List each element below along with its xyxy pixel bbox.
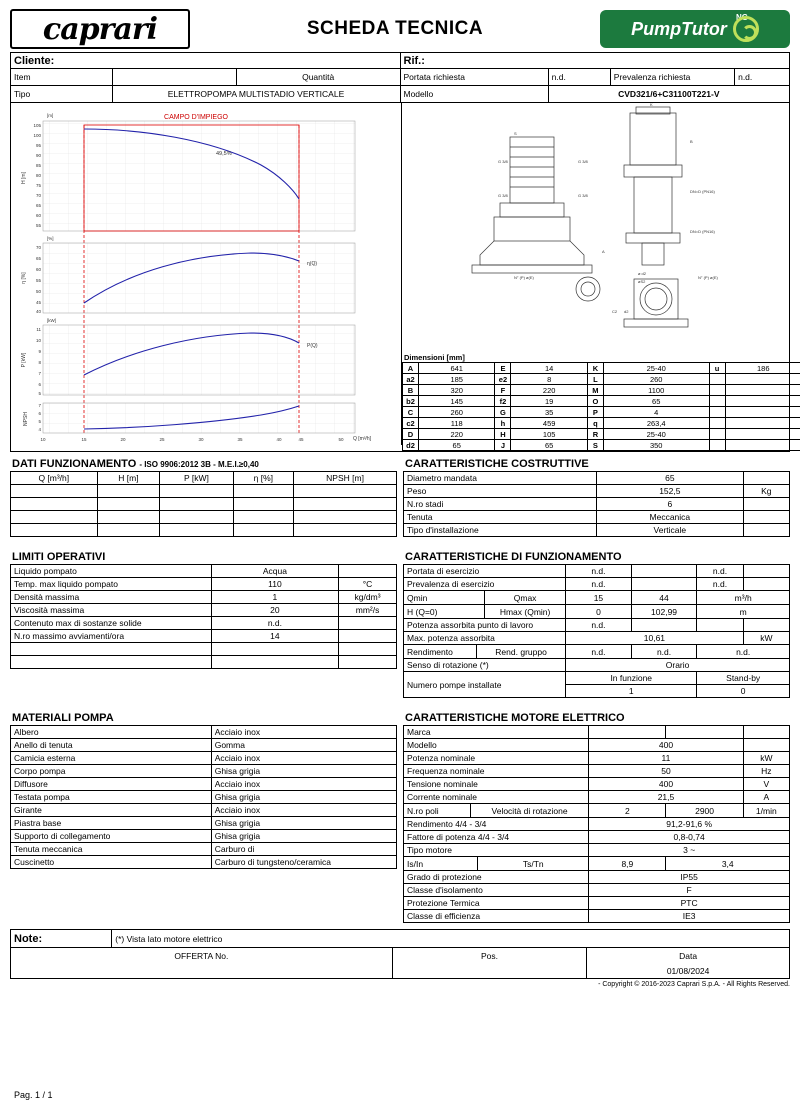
table-row bbox=[11, 930, 790, 948]
materiali-pompa-table bbox=[10, 725, 397, 869]
svg-text:N° (P) ø(E): N° (P) ø(E) bbox=[514, 275, 534, 280]
table-row: Senso di rotazione (*) Orario bbox=[404, 659, 790, 672]
table-row bbox=[404, 672, 790, 685]
svg-text:20: 20 bbox=[120, 437, 126, 442]
dati-funzionamento-table bbox=[10, 471, 397, 537]
dati-funzionamento-subtitle: - ISO 9906:2012 3B - M.E.I.≥0,40 bbox=[139, 460, 259, 469]
table-row bbox=[11, 948, 790, 979]
swirl-icon bbox=[733, 16, 759, 42]
materiali-pompa-block bbox=[10, 710, 397, 923]
portata-richiesta-label: Portata richiesta bbox=[403, 72, 465, 82]
table-row: Potenza assorbita punto di lavoro n.d. bbox=[404, 619, 790, 632]
table-row: D 220 H 105 R 25-40 bbox=[403, 429, 800, 440]
limiti-operativi-title: LIMITI OPERATIVI bbox=[12, 551, 106, 563]
table-row: a2 185 e2 8 L 260 bbox=[403, 374, 800, 385]
table-row: Qmin Qmax 15 44 m³/h bbox=[404, 591, 790, 605]
table-row: b2 145 f2 19 O 65 bbox=[403, 396, 800, 407]
col-eta: η [%] bbox=[233, 472, 294, 485]
portata-richiesta-value: n.d. bbox=[548, 69, 610, 85]
standby-label: Stand-by bbox=[697, 672, 790, 685]
svg-text:70: 70 bbox=[35, 245, 41, 250]
svg-text:η(Q): η(Q) bbox=[307, 261, 317, 267]
table-row: Albero Acciaio inox bbox=[11, 726, 397, 739]
svg-text:50: 50 bbox=[338, 437, 344, 442]
svg-text:11: 11 bbox=[36, 327, 41, 332]
in-funzione-label: In funzione bbox=[566, 672, 697, 685]
svg-text:7: 7 bbox=[38, 371, 41, 376]
svg-text:85: 85 bbox=[35, 163, 41, 168]
svg-text:CAMPO D'IMPIEGO: CAMPO D'IMPIEGO bbox=[164, 114, 228, 121]
table-row: Classe d'isolamento F bbox=[404, 884, 790, 897]
table-row bbox=[11, 656, 397, 669]
caratteristiche-funzionamento-block bbox=[403, 549, 790, 698]
table-row: Marca bbox=[404, 726, 790, 739]
table-row: Protezione Termica PTC bbox=[404, 897, 790, 910]
table-row: Rendimento Rend. gruppo n.d. n.d. n.d. bbox=[404, 645, 790, 659]
table-row: Tensione nominale 400 V bbox=[404, 778, 790, 791]
page-number: Pag. 1 / 1 bbox=[14, 1090, 53, 1100]
svg-text:75: 75 bbox=[35, 183, 41, 188]
col-h: H [m] bbox=[97, 472, 160, 485]
svg-text:55: 55 bbox=[35, 278, 41, 283]
caprari-logo bbox=[10, 9, 190, 49]
table-row: Classe di efficienza IE3 bbox=[404, 910, 790, 923]
svg-text:105: 105 bbox=[33, 123, 41, 128]
table-row: c2 118 h 459 q 263,4 bbox=[403, 418, 800, 429]
offerta-value bbox=[11, 964, 392, 978]
svg-text:25: 25 bbox=[159, 437, 165, 442]
caratteristiche-motore-table bbox=[403, 725, 790, 923]
table-row: Piastra base Ghisa grigia bbox=[11, 817, 397, 830]
table-row: Temp. max liquido pompato 110 °C bbox=[11, 578, 397, 591]
table-row: N.ro massimo avviamenti/ora 14 bbox=[11, 630, 397, 643]
svg-text:G 3/8: G 3/8 bbox=[498, 193, 508, 198]
table-row: Frequenza nominale 50 Hz bbox=[404, 765, 790, 778]
offerta-label: OFFERTA No. bbox=[174, 951, 229, 961]
tipo-label: Tipo bbox=[14, 89, 31, 99]
table-row: Tenuta Meccanica bbox=[404, 511, 790, 524]
logo-text: caprari bbox=[42, 11, 158, 47]
svg-text:P(Q): P(Q) bbox=[307, 343, 318, 349]
svg-text:5: 5 bbox=[38, 391, 41, 396]
svg-text:7: 7 bbox=[38, 403, 41, 408]
table-row: Densità massima 1 kg/dm³ bbox=[11, 591, 397, 604]
table-row: Tenuta meccanica Carburo di bbox=[11, 843, 397, 856]
table-row: N.ro stadi 6 bbox=[404, 498, 790, 511]
svg-text:N° (P) ø(E): N° (P) ø(E) bbox=[698, 275, 718, 280]
svg-text:K: K bbox=[650, 103, 653, 107]
table-row: Supporto di collegamento Ghisa grigia bbox=[11, 830, 397, 843]
table-row: Fattore di potenza 4/4 - 3/4 0,8-0,74 bbox=[404, 831, 790, 844]
materiali-pompa-title: MATERIALI POMPA bbox=[12, 712, 114, 724]
svg-text:35: 35 bbox=[237, 437, 243, 442]
section-limiti-funzionamento bbox=[10, 549, 790, 698]
col-q: Q [m³/h] bbox=[11, 472, 98, 485]
cliente-label: Cliente: bbox=[11, 53, 401, 69]
svg-text:P [kW]: P [kW] bbox=[21, 352, 27, 368]
pump-drawing-svg bbox=[402, 103, 800, 353]
table-row: Cuscinetto Carburo di tungsteno/ceramica bbox=[11, 856, 397, 869]
quantita-label: Quantità bbox=[236, 69, 399, 85]
svg-text:95: 95 bbox=[35, 143, 41, 148]
svg-text:70: 70 bbox=[35, 193, 41, 198]
section-materiali-motore bbox=[10, 710, 790, 923]
data-label: Data bbox=[587, 948, 789, 964]
table-row: Girante Acciaio inox bbox=[11, 804, 397, 817]
table-row: Modello 400 bbox=[404, 739, 790, 752]
svg-text:45: 45 bbox=[35, 300, 41, 305]
svg-text:80: 80 bbox=[35, 173, 41, 178]
dati-funzionamento-block bbox=[10, 456, 397, 537]
modello-value: CVD321/6+C31100T221-V bbox=[548, 86, 789, 102]
svg-text:G 3/8: G 3/8 bbox=[578, 159, 588, 164]
data-value: 01/08/2024 bbox=[587, 964, 789, 978]
svg-text:60: 60 bbox=[35, 267, 41, 272]
svg-text:G 3/8: G 3/8 bbox=[578, 193, 588, 198]
svg-text:10: 10 bbox=[40, 437, 46, 442]
page-header bbox=[10, 6, 790, 52]
svg-text:30: 30 bbox=[198, 437, 204, 442]
table-row: Anello di tenuta Gomma bbox=[11, 739, 397, 752]
table-row bbox=[11, 498, 397, 511]
table-row: Diametro mandata 65 bbox=[404, 472, 790, 485]
svg-text:8: 8 bbox=[38, 360, 41, 365]
limiti-operativi-block bbox=[10, 549, 397, 698]
table-row: Corrente nominale 21,5 A bbox=[404, 791, 790, 804]
pos-label: Pos. bbox=[392, 948, 587, 964]
page-title: SCHEDA TECNICA bbox=[306, 18, 484, 39]
caratteristiche-funzionamento-table bbox=[403, 564, 790, 698]
table-row: Tipo d'installazione Verticale bbox=[404, 524, 790, 537]
table-row bbox=[11, 524, 397, 537]
table-row: Diffusore Acciaio inox bbox=[11, 778, 397, 791]
table-row: Max. potenza assorbita 10,61 kW bbox=[404, 632, 790, 645]
svg-text:DN=D (PN16): DN=D (PN16) bbox=[690, 229, 715, 234]
caratteristiche-motore-title: CARATTERISTICHE MOTORE ELETTRICO bbox=[405, 712, 625, 724]
table-row: Camicia esterna Acciaio inox bbox=[11, 752, 397, 765]
svg-text:[m]: [m] bbox=[47, 113, 54, 118]
svg-text:90: 90 bbox=[35, 153, 41, 158]
svg-text:øS2: øS2 bbox=[638, 279, 646, 284]
notes-table bbox=[10, 929, 790, 979]
table-row: Corpo pompa Ghisa grigia bbox=[11, 765, 397, 778]
svg-text:60: 60 bbox=[35, 213, 41, 218]
table-row: B 320 F 220 M 1100 bbox=[403, 385, 800, 396]
limiti-operativi-table bbox=[10, 564, 397, 669]
caratteristiche-motore-block bbox=[403, 710, 790, 923]
copyright-text: - Copyright © 2016-2023 Caprari S.p.A. - All Rights Reserved. bbox=[598, 981, 790, 988]
col-p: P [kW] bbox=[160, 472, 233, 485]
svg-text:4: 4 bbox=[38, 427, 41, 432]
rif-label: Rif.: bbox=[400, 53, 790, 69]
svg-text:40: 40 bbox=[35, 309, 41, 314]
svg-text:B: B bbox=[690, 139, 693, 144]
svg-text:15: 15 bbox=[81, 437, 87, 442]
in-funzione-value: 1 bbox=[566, 685, 697, 698]
svg-text:A: A bbox=[602, 249, 605, 254]
pos-value bbox=[392, 964, 587, 978]
notes-block bbox=[10, 929, 790, 988]
standby-value: 0 bbox=[697, 685, 790, 698]
item-label: Item bbox=[14, 72, 31, 82]
svg-text:NPSH: NPSH bbox=[23, 412, 29, 426]
table-row: C 260 G 35 P 4 bbox=[403, 407, 800, 418]
col-npsh: NPSH [m] bbox=[294, 472, 397, 485]
table-row: Prevalenza di esercizio n.d. n.d. bbox=[404, 578, 790, 591]
caratteristiche-funzionamento-title: CARATTERISTICHE DI FUNZIONAMENTO bbox=[405, 551, 622, 563]
table-row: Testata pompa Ghisa grigia bbox=[11, 791, 397, 804]
item-value bbox=[112, 69, 236, 85]
dati-funzionamento-title: DATI FUNZIONAMENTO - ISO 9906:2012 3B - M.E.I.≥0,40 bbox=[12, 458, 259, 470]
table-row: Tipo motore 3 ~ bbox=[404, 844, 790, 857]
table-header-row bbox=[11, 472, 397, 485]
numero-pompe-label: Numero pompe installate bbox=[404, 672, 566, 698]
svg-text:40: 40 bbox=[276, 437, 282, 442]
svg-text:[%]: [%] bbox=[47, 236, 54, 241]
svg-text:S: S bbox=[514, 131, 517, 136]
client-block bbox=[10, 52, 790, 103]
graph-and-drawings bbox=[10, 103, 790, 452]
caratteristiche-costruttive-block bbox=[403, 456, 790, 537]
section-dati-costruttive bbox=[10, 456, 790, 537]
table-row: Is/In Ts/Tn 8,9 3,4 bbox=[404, 857, 790, 871]
svg-text:65: 65 bbox=[35, 203, 41, 208]
svg-text:η [%]: η [%] bbox=[21, 272, 27, 284]
table-row: H (Q=0) Hmax (Qmin) 0 102,99 m bbox=[404, 605, 790, 619]
prevalenza-richiesta-value: n.d. bbox=[735, 69, 789, 85]
table-row: Rendimento 4/4 - 3/4 91,2-91,6 % bbox=[404, 818, 790, 831]
modello-label: Modello bbox=[403, 89, 434, 99]
table-row: d2 65 J 65 S 350 bbox=[403, 440, 800, 451]
svg-text:50: 50 bbox=[35, 289, 41, 294]
table-row: Viscosità massima 20 mm²/s bbox=[11, 604, 397, 617]
svg-text:55: 55 bbox=[35, 223, 41, 228]
svg-text:6: 6 bbox=[38, 411, 41, 416]
prevalenza-richiesta-label: Prevalenza richiesta bbox=[610, 69, 734, 85]
table-row: A 641 E 14 K 25-40 u 186 bbox=[403, 363, 800, 374]
caratteristiche-costruttive-table bbox=[403, 471, 790, 537]
note-label: Note: bbox=[11, 930, 112, 948]
table-row bbox=[11, 511, 397, 524]
pumptutor-badge bbox=[600, 10, 790, 48]
svg-text:ø d2: ø d2 bbox=[638, 271, 647, 276]
svg-text:H [m]: H [m] bbox=[21, 172, 27, 184]
svg-text:5: 5 bbox=[38, 419, 41, 424]
chart-svg bbox=[11, 103, 401, 443]
table-row: Portata di esercizio n.d. n.d. bbox=[404, 565, 790, 578]
svg-text:65: 65 bbox=[35, 256, 41, 261]
dimensions-rows bbox=[403, 363, 800, 451]
note-value: (*) Vista lato motore elettrico bbox=[112, 930, 790, 948]
table-row: Liquido pompato Acqua bbox=[11, 565, 397, 578]
tipo-value: ELETTROPOMPA MULTISTADIO VERTICALE bbox=[112, 86, 400, 102]
svg-text:G 3/8: G 3/8 bbox=[498, 159, 508, 164]
table-row: Grado di protezione IP55 bbox=[404, 871, 790, 884]
svg-text:49,5%: 49,5% bbox=[216, 151, 232, 157]
svg-text:d2: d2 bbox=[624, 309, 629, 314]
dimensioni-title: Dimensioni [mm] bbox=[404, 353, 465, 362]
svg-text:45: 45 bbox=[298, 437, 304, 442]
svg-text:100: 100 bbox=[33, 133, 41, 138]
table-row: Potenza nominale 11 kW bbox=[404, 752, 790, 765]
svg-text:Q [m³/h]: Q [m³/h] bbox=[352, 436, 371, 442]
svg-text:DN=D (PN16): DN=D (PN16) bbox=[690, 189, 715, 194]
svg-text:[kW]: [kW] bbox=[47, 318, 56, 323]
pumptutor-ng-label: NG bbox=[736, 13, 748, 22]
performance-chart bbox=[11, 103, 402, 445]
table-row: Contenuto max di sostanze solide n.d. bbox=[11, 617, 397, 630]
svg-text:10: 10 bbox=[35, 338, 41, 343]
table-row: N.ro poli Velocità di rotazione 2 2900 1/min bbox=[404, 804, 790, 818]
caratteristiche-costruttive-title: CARATTERISTICHE COSTRUTTIVE bbox=[405, 458, 589, 470]
svg-text:C2: C2 bbox=[612, 309, 618, 314]
table-row: Peso 152,5 Kg bbox=[404, 485, 790, 498]
svg-text:9: 9 bbox=[38, 349, 41, 354]
svg-text:6: 6 bbox=[38, 382, 41, 387]
pumptutor-label: PumpTutor bbox=[631, 18, 727, 39]
dimensions-table bbox=[402, 362, 800, 451]
technical-drawings bbox=[402, 103, 800, 451]
table-row bbox=[11, 643, 397, 656]
table-row bbox=[11, 485, 397, 498]
